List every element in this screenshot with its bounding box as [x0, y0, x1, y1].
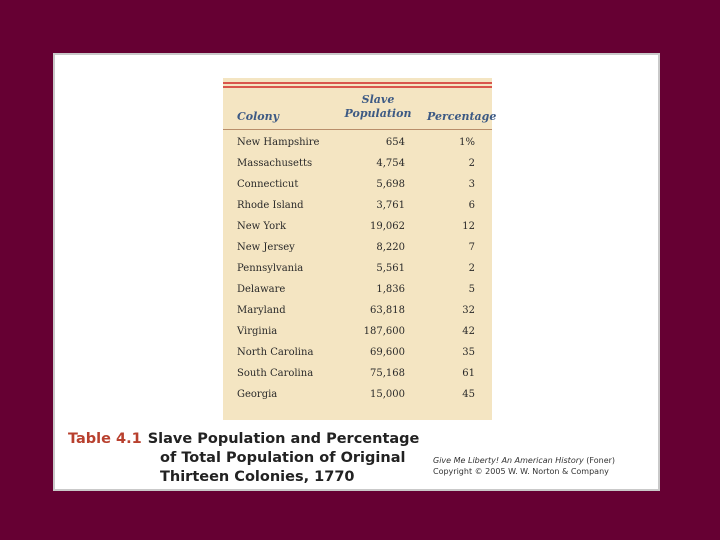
cell-percentage: 61 — [462, 368, 475, 379]
credit-book-title: Give Me Liberty! An American History — [433, 456, 584, 465]
table-row — [223, 364, 492, 385]
caption-line2: of Total Population of Original — [160, 450, 406, 466]
cell-population: 19,062 — [370, 221, 405, 232]
cell-colony: North Carolina — [237, 347, 314, 358]
table-row — [223, 301, 492, 322]
cell-percentage: 7 — [468, 242, 475, 253]
table-body — [223, 133, 492, 406]
slide — [53, 53, 660, 491]
top-rule-secondary — [223, 86, 492, 88]
cell-percentage: 12 — [462, 221, 475, 232]
header-slave-line1: Slave — [361, 93, 395, 106]
caption-line1: Slave Population and Percentage — [147, 431, 420, 447]
table-row — [223, 322, 492, 343]
cell-population: 5,698 — [376, 179, 405, 190]
credit-copyright: Copyright © 2005 W. W. Norton & Company — [433, 467, 609, 476]
cell-population: 15,000 — [370, 389, 405, 400]
cell-percentage: 6 — [468, 200, 475, 211]
cell-colony: Georgia — [237, 389, 278, 400]
cell-percentage: 3 — [468, 179, 475, 190]
table-row — [223, 154, 492, 175]
cell-colony: Rhode Island — [237, 200, 304, 211]
cell-population: 75,168 — [370, 368, 405, 379]
cell-population: 187,600 — [363, 326, 405, 337]
cell-percentage: 45 — [462, 389, 475, 400]
header-slave-population — [343, 93, 413, 121]
cell-colony: New York — [237, 221, 286, 232]
header-slave-line2: Population — [344, 107, 412, 120]
cell-colony: Delaware — [237, 284, 286, 295]
data-table — [223, 78, 497, 420]
table-row — [223, 343, 492, 364]
caption-line3: Thirteen Colonies, 1770 — [160, 469, 355, 485]
cell-colony: New Hampshire — [237, 137, 320, 148]
cell-colony: Massachusetts — [237, 158, 313, 169]
cell-population: 5,561 — [376, 263, 405, 274]
table-row — [223, 217, 492, 238]
cell-colony: Connecticut — [237, 179, 299, 190]
cell-population: 3,761 — [376, 200, 405, 211]
cell-percentage: 35 — [462, 347, 475, 358]
cell-population: 4,754 — [376, 158, 405, 169]
cell-colony: South Carolina — [237, 368, 314, 379]
header-colony: Colony — [237, 110, 279, 123]
credit-book — [433, 455, 615, 466]
cell-percentage: 2 — [468, 158, 475, 169]
cell-population: 1,836 — [376, 284, 405, 295]
cell-colony: Pennsylvania — [237, 263, 304, 274]
table-row — [223, 133, 492, 154]
table-row — [223, 259, 492, 280]
table-row — [223, 175, 492, 196]
credit — [433, 455, 615, 477]
table-row — [223, 196, 492, 217]
cell-percentage: 5 — [468, 284, 475, 295]
cell-population: 69,600 — [370, 347, 405, 358]
caption-label: Table 4.1 — [68, 431, 142, 447]
cell-colony: New Jersey — [237, 242, 295, 253]
credit-author: (Foner) — [586, 456, 616, 465]
header-percentage: Percentage — [427, 110, 497, 123]
cell-colony: Maryland — [237, 305, 286, 316]
cell-percentage: 32 — [462, 305, 475, 316]
cell-population: 654 — [385, 137, 405, 148]
caption — [68, 430, 419, 487]
cell-percentage: 1% — [459, 137, 475, 148]
table-row — [223, 238, 492, 259]
cell-percentage: 2 — [468, 263, 475, 274]
cell-population: 63,818 — [370, 305, 405, 316]
caption-first-line — [68, 430, 419, 449]
cell-population: 8,220 — [376, 242, 405, 253]
header-rule — [223, 129, 492, 130]
top-rule — [223, 82, 492, 84]
table-row — [223, 280, 492, 301]
table-row — [223, 385, 492, 406]
cell-colony: Virginia — [237, 326, 278, 337]
cell-percentage: 42 — [462, 326, 475, 337]
